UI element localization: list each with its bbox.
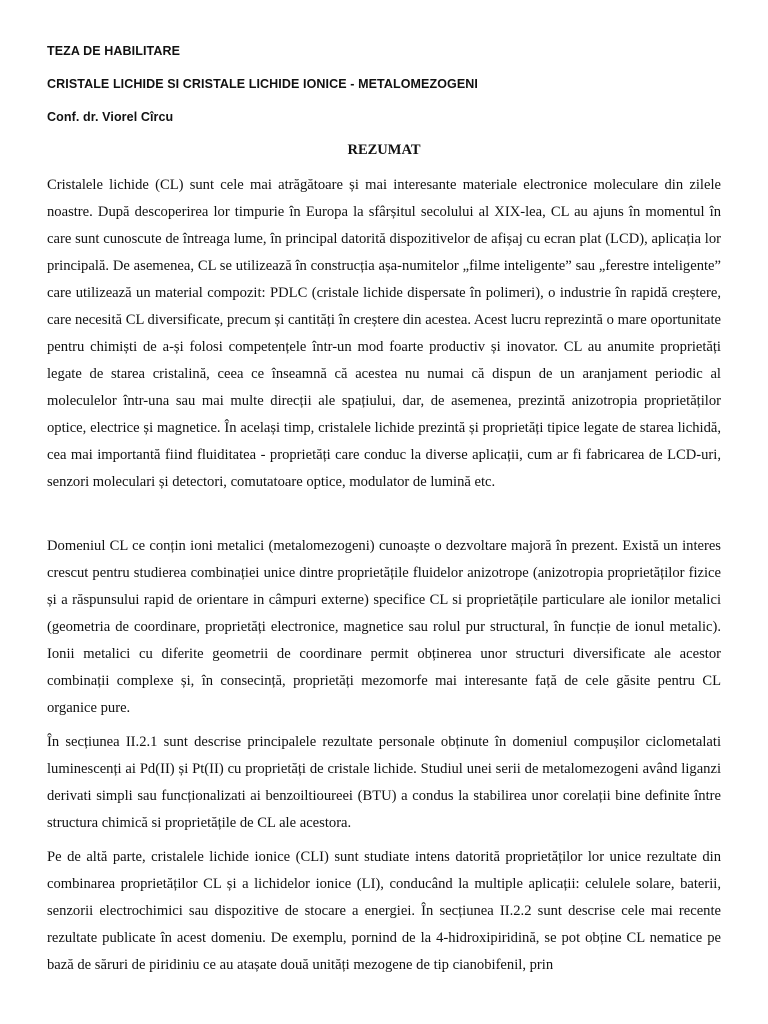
paragraph-4: Pe de altă parte, cristalele lichide ionice (CLI) sunt studiate intens datorită proprietăților lor unice rezultate din combinarea proprietăților CL și a lichidelor ionice (LI), conducând la multiple aplicații: celulele solare, baterii, senzorii electrochimici sau dispozitive de stocare a energiei. În secțiunea II.2.2 sunt descrise cele mai recente rezultate publicate în acest domeniu. De exemplu, pornind de la 4-hidroxipiridină, se pot obține CL nematice pe bază de săruri de piridiniu ce au atașate două unități mezogene de tip cianobifenil, prin (47, 849, 721, 973)
paragraph-1: Cristalele lichide (CL) sunt cele mai atrăgătoare și mai interesante materiale electronice moleculare din zilele noastre. După descoperirea lor timpurie în Europa la sfârșitul secolului al XIX-lea, CL au ajuns în momentul în care sunt cunoscute de întreaga lume, în principal datorită dispozitivelor de afișaj cu ecran plat (LCD), aplicația lor principală. De asemenea, CL se utilizează în construcția așa-numitelor „filme inteligente” sau „ferestre inteligente” care utilizează un material compozit: PDLC (cristale lichide dispersate în polimeri), o industrie în rapidă creștere, care necesită CL diversificate, precum și cantități în creștere din acestea. Acest lucru reprezintă o mare oportunitate pentru chimiști de a-și folosi competențele într-un mod foarte productiv și inovator. CL au anumite proprietăți legate de starea cristalină, ceea ce înseamnă că acestea nu numai că dispun de un aranjament periodic al moleculelor într-una sau mai multe direcții ale spațiului, dar, de asemenea, prezintă anizotropia proprietăților optice, electrice și magnetice. În același timp, cristalele lichide prezintă și proprietăți tipice legate de starea lichidă, cea mai importantă fiind fluiditatea - proprietăți care conduc la diverse aplicații, cum ar fi fabricarea de LCD-uri, senzori moleculari și detectori, comutatoare optice, modulator de lumină etc. (47, 177, 721, 490)
paragraph-2: Domeniul CL ce conțin ioni metalici (metalomezogeni) cunoaște o dezvoltare majoră în prezent. Există un interes crescut pentru studierea combinației unice dintre proprietățile fluidelor anizotrope (anizotropia proprietăților fizice și a răspunsului rapid de orientare in câmpuri externe) specifice CL si proprietățile particulare ale ionilor metalici (geometria de coordinare, proprietăți electronice, magnetice sau rolul pur structural, în funcție de ionul metalic). Ionii metalici cu diferite geometrii de coordinare permit obținerea unor structuri diversificate ale acestor combinații complexe și, în consecință, proprietăți mezomorfe mai interesante față de cele găsite pentru CL organice pure. (47, 538, 721, 716)
thesis-title-heading: CRISTALE LICHIDE SI CRISTALE LICHIDE IONICE - METALOMEZOGENI (47, 77, 478, 91)
paragraph-3: În secțiunea II.2.1 sunt descrise principalele rezultate personale obținute în domeniul compușilor ciclometalati luminescenți ai Pd(II) și Pt(II) cu proprietăți de cristale lichide. Studiul unei serii de metalomezogeni având liganzi derivati simpli sau funcționalizati ai benzoiltioureei (BTU) a condus la stabilirea unor corelații bine definite între structura chimică si proprietățile de CL ale acestora. (47, 734, 721, 831)
thesis-type-heading: TEZA DE HABILITARE (47, 44, 181, 58)
author-line: Conf. dr. Viorel Cîrcu (47, 110, 174, 124)
section-title: REZUMAT (347, 142, 421, 158)
